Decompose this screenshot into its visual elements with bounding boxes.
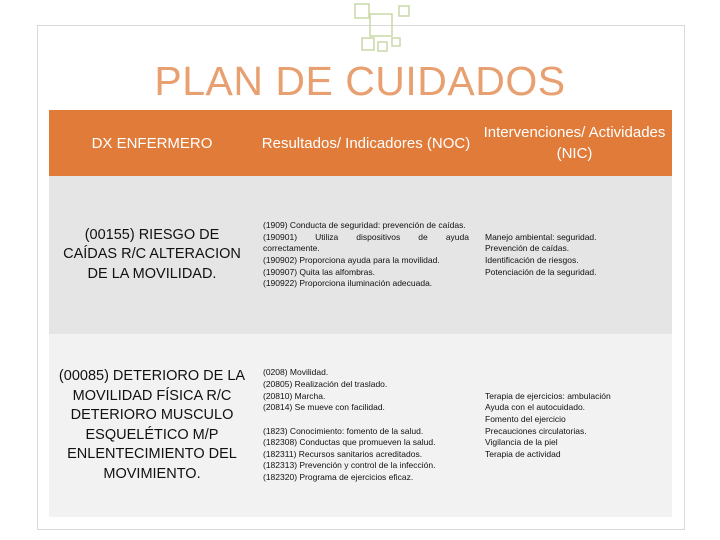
noc-item: (1823) Conocimiento: fomento de la salud. <box>263 425 424 436</box>
nic-item: Terapia de ejercicios: ambulación <box>485 390 611 401</box>
noc-item: (20805) Realización del traslado. <box>263 378 388 389</box>
page-title: PLAN DE CUIDADOS <box>154 58 566 104</box>
noc-item: (190922) Proporciona iluminación adecuada. <box>263 278 433 289</box>
noc-item: (182311) Recursos sanitarios acreditados. <box>263 448 423 459</box>
header-noc: Resultados/ Indicadores (NOC) <box>255 110 477 176</box>
group-spacer <box>263 414 469 426</box>
nic-item: Ayuda con el autocuidado. <box>485 402 586 413</box>
noc-item: (0208) Movilidad. <box>263 367 329 378</box>
noc-item: (182320) Programa de ejercicios eficaz. <box>263 472 414 483</box>
noc-item: (190901) Utiliza dispositivos de ayuda correctamente. <box>263 231 469 254</box>
nic-item: Vigilancia de la piel <box>485 437 558 448</box>
noc-item: (20814) Se mueve con facilidad. <box>263 402 385 413</box>
nic-cell <box>477 334 672 517</box>
noc-cell <box>255 334 477 517</box>
nic-item: Manejo ambiental: seguridad. <box>485 231 597 242</box>
nic-item: Potenciación de la seguridad. <box>485 266 597 277</box>
nic-cell <box>477 176 672 334</box>
table-row <box>49 334 672 517</box>
noc-item: (190907) Quita las alfombras. <box>263 266 375 277</box>
nic-item: Terapia de actividad <box>485 448 561 459</box>
noc-cell <box>255 176 477 334</box>
table-row <box>49 176 672 334</box>
nic-item: Identificación de riesgos. <box>485 255 579 265</box>
nic-item: Prevención de caídas. <box>485 243 570 254</box>
header-dx: DX ENFERMERO <box>49 110 255 176</box>
noc-item: (182313) Prevención y control de la infección. <box>263 460 436 471</box>
noc-item: (190902) Proporciona ayuda para la movilidad. <box>263 255 440 265</box>
dx-cell: (00155) RIESGO DE CAÍDAS R/C ALTERACION DE LA MOVILIDAD. <box>49 176 255 334</box>
header-nic: Intervenciones/ Actividades (NIC) <box>477 110 672 176</box>
noc-item: (182308) Conductas que promueven la salud. <box>263 437 436 448</box>
noc-item: (20810) Marcha. <box>263 390 326 401</box>
nic-item: Precauciones circulatorias. <box>485 425 587 436</box>
nic-item: Fomento del ejercicio <box>485 413 566 424</box>
dx-cell: (00085) DETERIORO DE LA MOVILIDAD FÍSICA R/C DETERIORO MUSCULO ESQUELÉTICO M/P ENLENTECIMIENTO DEL MOVIMIENTO. <box>49 334 255 517</box>
table-header-row <box>49 110 672 176</box>
care-plan-table <box>49 110 672 517</box>
noc-item: (1909) Conducta de seguridad: prevención de caídas. <box>263 220 466 231</box>
